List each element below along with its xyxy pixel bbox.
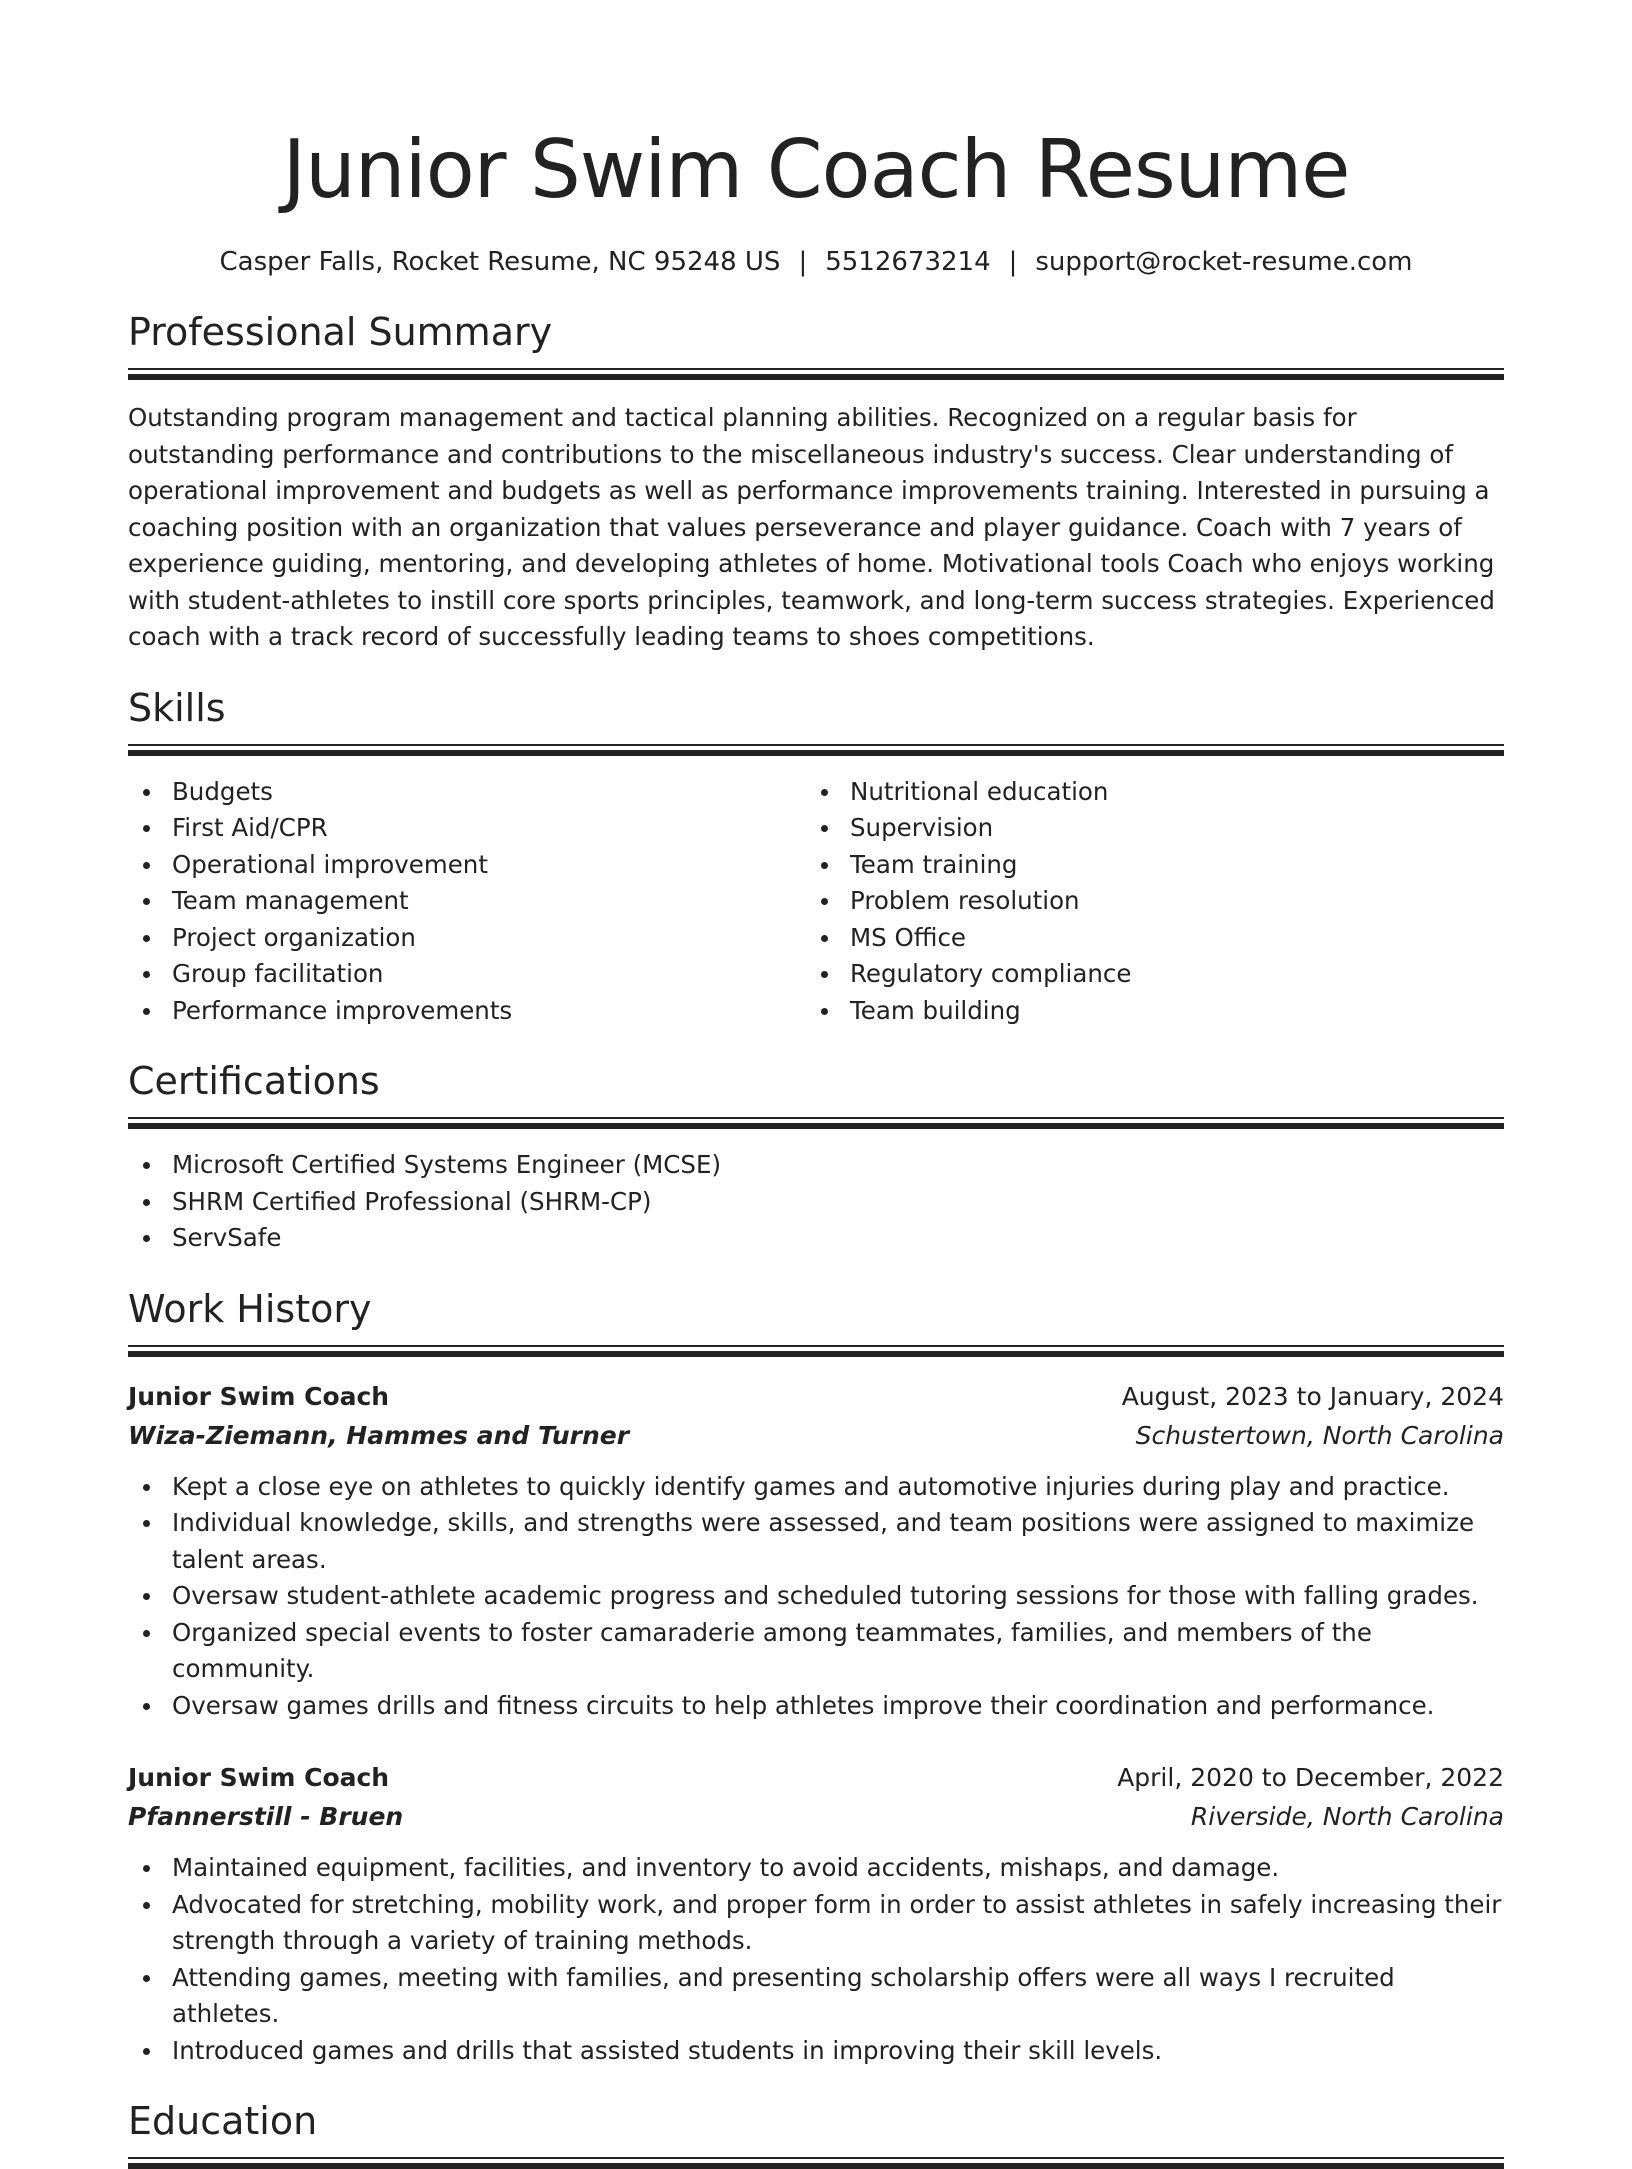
- job-duty: Introduced games and drills that assisted students in improving their skill levels.: [172, 2033, 1504, 2070]
- skill-item: Operational improvement: [172, 847, 806, 884]
- certification-item: Microsoft Certified Systems Engineer (MCSE): [172, 1147, 1504, 1184]
- section-divider: [128, 744, 1504, 756]
- section-title-certifications: Certifications: [128, 1059, 380, 1103]
- job-duty: Oversaw games drills and fitness circuits to help athletes improve their coordination and performance.: [172, 1688, 1504, 1725]
- section-title-education: Education: [128, 2099, 318, 2143]
- job-duties-list: [128, 1850, 1504, 2069]
- job-duty: Attending games, meeting with families, and presenting scholarship offers were all ways I recruited athletes.: [172, 1960, 1504, 2033]
- job-entry: [128, 1377, 1504, 1725]
- job-location: Riverside, North Carolina: [1190, 1802, 1504, 1831]
- summary-section: [128, 306, 1504, 656]
- job-entry: [128, 1758, 1504, 2069]
- contact-separator: |: [1008, 247, 1018, 277]
- summary-text: Outstanding program management and tactical planning abilities. Recognized on a regular basis for outstanding performance and contributions to the miscellaneous industry's success. Clear understanding of operational improvement and budgets as well as performance improvements training. Interested in pursuing a coaching position with an organization that values perseverance and player guidance. Coach with 7 years of experience guiding, mentoring, and developing athletes of home. Motivational tools Coach who enjoys working with student-athletes to instill core sports principles, teamwork, and long-term success strategies. Experienced coach with a track record of successfully leading teams to shoes competitions.: [128, 403, 1495, 651]
- contact-email: support@rocket-resume.com: [1035, 247, 1413, 277]
- job-title: Junior Swim Coach: [128, 1763, 390, 1792]
- skill-item: Budgets: [172, 774, 806, 811]
- job-dates: April, 2020 to December, 2022: [1117, 1763, 1504, 1792]
- job-company: Wiza-Ziemann, Hammes and Turner: [128, 1420, 630, 1450]
- section-title-summary: Professional Summary: [128, 310, 553, 354]
- section-divider: [128, 1345, 1504, 1357]
- certifications-list: [128, 1147, 1504, 1257]
- certification-item: ServSafe: [172, 1220, 1504, 1257]
- job-company: Pfannerstill - Bruen: [128, 1802, 404, 1831]
- section-title-skills: Skills: [128, 685, 226, 730]
- section-title-work-history: Work History: [128, 1286, 372, 1331]
- skill-item: Performance improvements: [172, 993, 806, 1030]
- skill-item: First Aid/CPR: [172, 810, 806, 847]
- job-location: Schustertown, North Carolina: [1135, 1420, 1504, 1450]
- skill-item: Team management: [172, 883, 806, 920]
- skill-item: Team building: [850, 993, 1484, 1030]
- certification-item: SHRM Certified Professional (SHRM-CP): [172, 1184, 1504, 1221]
- contact-separator: |: [798, 247, 808, 277]
- work-history-section: [128, 1283, 1504, 2070]
- job-title: Junior Swim Coach: [128, 1381, 390, 1411]
- job-duty: Kept a close eye on athletes to quickly identify games and automotive injuries during play and practice.: [172, 1469, 1504, 1506]
- certifications-section: [128, 1055, 1504, 1257]
- contact-line: [128, 244, 1504, 280]
- skills-grid: [128, 756, 1504, 1030]
- section-divider: [128, 368, 1504, 380]
- section-divider: [128, 2157, 1504, 2169]
- skill-item: Supervision: [850, 810, 1484, 847]
- skill-item: Regulatory compliance: [850, 956, 1484, 993]
- skills-list-left: [128, 774, 806, 1030]
- contact-address: Casper Falls, Rocket Resume, NC 95248 US: [219, 247, 781, 277]
- resume-title: Junior Swim Coach Resume: [282, 123, 1350, 216]
- skill-item: Group facilitation: [172, 956, 806, 993]
- job-duty: Individual knowledge, skills, and strengths were assessed, and team positions were assigned to maximize talent areas.: [172, 1505, 1504, 1578]
- skill-item: Nutritional education: [850, 774, 1484, 811]
- job-duty: Advocated for stretching, mobility work, and proper form in order to assist athletes in safely increasing their strength through a variety of training methods.: [172, 1887, 1504, 1960]
- resume-page: [128, 0, 1504, 2169]
- skill-item: MS Office: [850, 920, 1484, 957]
- skill-item: Problem resolution: [850, 883, 1484, 920]
- skills-section: [128, 682, 1504, 1030]
- job-duty: Organized special events to foster camaraderie among teammates, families, and members of the community.: [172, 1615, 1504, 1688]
- skill-item: Project organization: [172, 920, 806, 957]
- job-duty: Maintained equipment, facilities, and inventory to avoid accidents, mishaps, and damage.: [172, 1850, 1504, 1887]
- section-divider: [128, 1117, 1504, 1129]
- skills-list-right: [806, 774, 1484, 1030]
- contact-phone: 5512673214: [825, 247, 991, 277]
- education-section: [128, 2095, 1504, 2169]
- job-duties-list: [128, 1469, 1504, 1725]
- skill-item: Team training: [850, 847, 1484, 884]
- job-duty: Oversaw student-athlete academic progress and scheduled tutoring sessions for those with falling grades.: [172, 1578, 1504, 1615]
- job-dates: August, 2023 to January, 2024: [1121, 1381, 1504, 1411]
